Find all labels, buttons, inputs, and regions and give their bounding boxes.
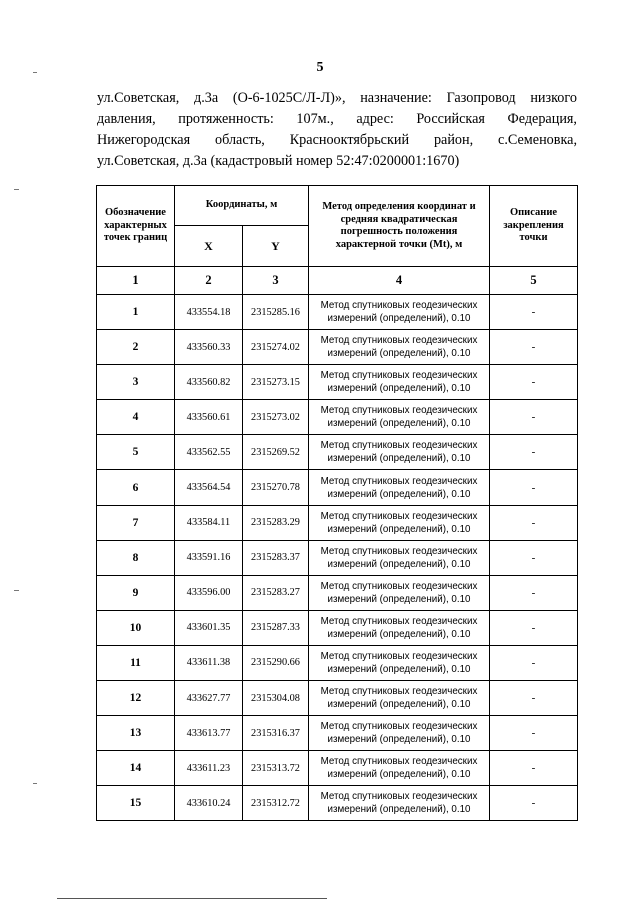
table-row [97,751,578,786]
y-coordinate: 2315283.29 [243,505,309,540]
x-coordinate: 433554.18 [175,295,243,330]
column-number: 3 [243,267,309,295]
table-row [97,681,578,716]
point-id: 7 [97,505,175,540]
point-id: 8 [97,540,175,575]
header-point-designation: Обозначение характерных точек границ [97,186,175,267]
method-cell: Метод спутниковых геодезических измерений (определений), 0.10 [309,505,490,540]
intro-word: давления, [97,111,156,127]
point-id: 14 [97,751,175,786]
column-number: 4 [309,267,490,295]
x-coordinate: 433611.23 [175,751,243,786]
x-coordinate: 433560.61 [175,400,243,435]
table-row [97,575,578,610]
intro-word: низкого [530,90,577,106]
table-row [97,435,578,470]
table-row [97,610,578,645]
y-coordinate: 2315312.72 [243,786,309,821]
point-id: 10 [97,610,175,645]
header-coordinates: Координаты, м [175,186,309,226]
x-coordinate: 433564.54 [175,470,243,505]
y-coordinate: 2315285.16 [243,295,309,330]
y-coordinate: 2315313.72 [243,751,309,786]
scan-mark [14,590,19,591]
point-id: 11 [97,645,175,680]
description-cell: - [490,505,578,540]
point-id: 9 [97,575,175,610]
header-x: X [175,226,243,267]
coordinates-table [96,185,578,821]
x-coordinate: 433627.77 [175,681,243,716]
method-cell: Метод спутниковых геодезических измерений (определений), 0.10 [309,365,490,400]
table-row [97,400,578,435]
intro-line-1 [97,88,577,109]
y-coordinate: 2315270.78 [243,470,309,505]
header-method: Метод определения координат и средняя квадратическая погрешность положения характерной точки (Mt), м [309,186,490,267]
intro-line-2 [97,109,577,130]
header-description: Описание закрепления точки [490,186,578,267]
y-coordinate: 2315283.37 [243,540,309,575]
scan-mark [14,189,19,190]
intro-word: адрес: [356,111,394,127]
x-coordinate: 433560.33 [175,330,243,365]
y-coordinate: 2315290.66 [243,645,309,680]
table-row [97,365,578,400]
point-id: 15 [97,786,175,821]
point-id: 3 [97,365,175,400]
intro-word: область, [214,132,265,148]
method-cell: Метод спутниковых геодезических измерений (определений), 0.10 [309,645,490,680]
intro-word: (О-6-1025С/Л-Л)», [232,90,346,106]
intro-paragraph [97,88,577,172]
table-row [97,505,578,540]
y-coordinate: 2315304.08 [243,681,309,716]
x-coordinate: 433584.11 [175,505,243,540]
table-row [97,330,578,365]
description-cell: - [490,295,578,330]
x-coordinate: 433610.24 [175,786,243,821]
column-number: 1 [97,267,175,295]
x-coordinate: 433613.77 [175,716,243,751]
intro-line-3 [97,130,577,151]
description-cell: - [490,540,578,575]
point-id: 2 [97,330,175,365]
description-cell: - [490,365,578,400]
y-coordinate: 2315273.15 [243,365,309,400]
description-cell: - [490,751,578,786]
intro-word: Краснооктябрьский [289,132,410,148]
point-id: 1 [97,295,175,330]
method-cell: Метод спутниковых геодезических измерений (определений), 0.10 [309,330,490,365]
method-cell: Метод спутниковых геодезических измерений (определений), 0.10 [309,435,490,470]
method-cell: Метод спутниковых геодезических измерений (определений), 0.10 [309,681,490,716]
description-cell: - [490,645,578,680]
column-number: 2 [175,267,243,295]
x-coordinate: 433591.16 [175,540,243,575]
intro-word: назначение: [360,90,432,106]
y-coordinate: 2315316.37 [243,716,309,751]
intro-word: 107м., [296,111,334,127]
intro-word: район, [433,132,474,148]
method-cell: Метод спутниковых геодезических измерений (определений), 0.10 [309,716,490,751]
description-cell: - [490,330,578,365]
description-cell: - [490,400,578,435]
x-coordinate: 433611.38 [175,645,243,680]
table-row [97,470,578,505]
description-cell: - [490,681,578,716]
description-cell: - [490,470,578,505]
description-cell: - [490,575,578,610]
method-cell: Метод спутниковых геодезических измерений (определений), 0.10 [309,610,490,645]
method-cell: Метод спутниковых геодезических измерений (определений), 0.10 [309,786,490,821]
intro-word: Нижегородская [97,132,191,148]
intro-word: Федерация, [507,111,577,127]
scan-mark [33,783,37,784]
method-cell: Метод спутниковых геодезических измерений (определений), 0.10 [309,470,490,505]
table-row [97,540,578,575]
intro-word: Российская [416,111,485,127]
header-y: Y [243,226,309,267]
intro-word: с.Семеновка, [498,132,577,148]
x-coordinate: 433596.00 [175,575,243,610]
y-coordinate: 2315283.27 [243,575,309,610]
method-cell: Метод спутниковых геодезических измерений (определений), 0.10 [309,751,490,786]
table-row [97,295,578,330]
intro-word: д.3а [194,90,219,106]
intro-word: ул.Советская, [97,90,180,106]
method-cell: Метод спутниковых геодезических измерений (определений), 0.10 [309,295,490,330]
intro-word: Газопровод [446,90,516,106]
column-numbers-row [97,267,578,295]
x-coordinate: 433560.82 [175,365,243,400]
description-cell: - [490,786,578,821]
table-row [97,716,578,751]
y-coordinate: 2315269.52 [243,435,309,470]
bottom-rule [57,898,327,899]
y-coordinate: 2315273.02 [243,400,309,435]
intro-line-4: ул.Советская, д.3а (кадастровый номер 52:47:0200001:1670) [97,153,460,169]
point-id: 6 [97,470,175,505]
y-coordinate: 2315274.02 [243,330,309,365]
point-id: 5 [97,435,175,470]
point-id: 12 [97,681,175,716]
table-row [97,786,578,821]
y-coordinate: 2315287.33 [243,610,309,645]
page-number: 5 [316,60,324,75]
point-id: 4 [97,400,175,435]
description-cell: - [490,435,578,470]
point-id: 13 [97,716,175,751]
description-cell: - [490,610,578,645]
method-cell: Метод спутниковых геодезических измерений (определений), 0.10 [309,540,490,575]
intro-word: протяженность: [178,111,274,127]
description-cell: - [490,716,578,751]
column-number: 5 [490,267,578,295]
method-cell: Метод спутниковых геодезических измерений (определений), 0.10 [309,575,490,610]
x-coordinate: 433601.35 [175,610,243,645]
scan-mark [33,72,37,73]
method-cell: Метод спутниковых геодезических измерений (определений), 0.10 [309,400,490,435]
table-row [97,645,578,680]
x-coordinate: 433562.55 [175,435,243,470]
